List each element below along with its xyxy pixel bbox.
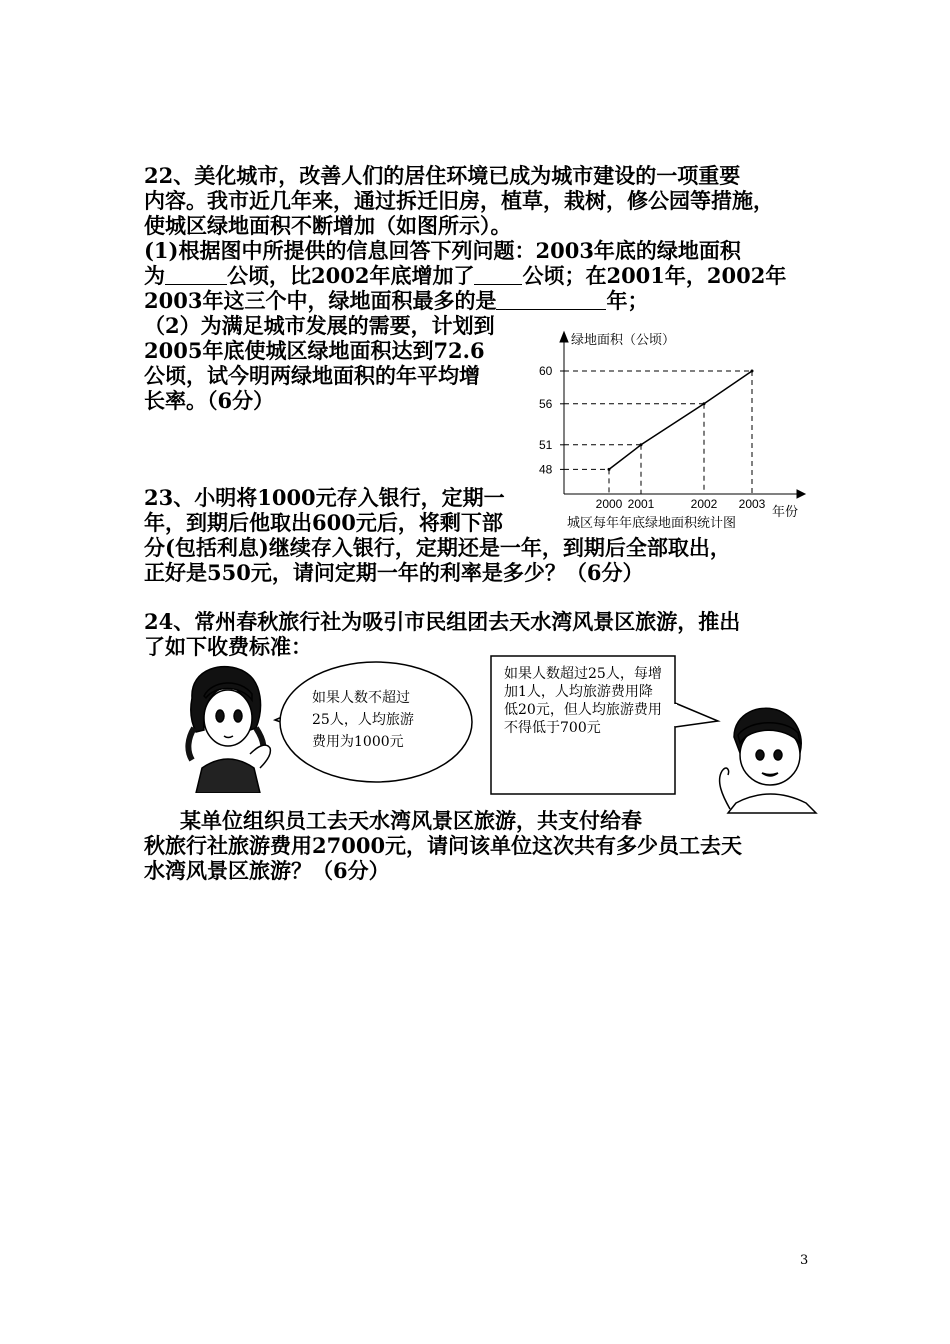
series-line — [609, 371, 752, 469]
page-number: 3 — [800, 1253, 809, 1268]
girl-illustration — [188, 667, 270, 793]
q22-text-5a: 为 — [144, 263, 165, 288]
y-tick-label: 48 — [539, 462, 553, 477]
q24-line-5: 水湾风景区旅游？（6分） — [144, 858, 390, 883]
answer-blank-3[interactable] — [496, 289, 606, 310]
chart-caption: 城区每年年底绿地面积统计图 — [567, 515, 737, 530]
answer-blank-2[interactable] — [474, 264, 522, 285]
girl-speech-illustration — [180, 658, 480, 793]
boy-bubble-text: 如果人数超过25人，每增加1人，人均旅游费用降低20元，但人均旅游费用不得低于700元 — [504, 666, 662, 736]
q23-line-1: 23、小明将1000元存入银行，定期一 — [144, 485, 505, 510]
q22-line-4: (1)根据图中所提供的信息回答下列问题：2003年底的绿地面积 — [144, 238, 741, 263]
oval-speech-bubble — [275, 662, 472, 782]
q24-line-3: 某单位组织员工去天水湾风景区旅游，共支付给春 — [180, 808, 642, 833]
girl-bubble-line-2: 25人，人均旅游 — [312, 712, 414, 728]
q23-line-3: 分(包括利息)继续存入银行，定期还是一年，到期后全部取出， — [144, 535, 731, 560]
girl-bubble-line-3: 费用为1000元 — [312, 734, 404, 750]
answer-blank-1[interactable] — [165, 264, 227, 285]
q22-line-3: 使城区绿地面积不断增加（如图所示）。 — [144, 213, 512, 238]
q22-line-5 — [144, 263, 786, 288]
q23-line-2: 年，到期后他取出600元后，将剩下部 — [144, 510, 503, 535]
q22-text-5b: 公顷，比2002年底增加了 — [227, 263, 475, 288]
q22-line-7: （2）为满足城市发展的需要，计划到 — [144, 313, 495, 338]
girl-bubble-line-1: 如果人数不超过 — [312, 690, 410, 706]
x-axis-arrow — [797, 490, 805, 498]
boy-illustration — [720, 708, 816, 813]
data-point-2000 — [608, 468, 611, 471]
green-area-chart — [535, 322, 810, 532]
x-tick-label: 2001 — [627, 497, 655, 511]
x-tick-label: 2003 — [738, 497, 766, 511]
y-axis-arrow — [560, 332, 568, 342]
x-tick-label: 2002 — [690, 497, 718, 511]
q24-line-2: 了如下收费标准： — [144, 634, 312, 659]
q22-text-6a: 2003年这三个中，绿地面积最多的是 — [144, 288, 497, 313]
data-point-2002 — [703, 402, 706, 405]
y-tick-label: 51 — [539, 437, 553, 452]
q22-text-5c: 公顷；在2001年，2002年 — [522, 263, 787, 288]
q22-text-6b: 年； — [606, 288, 649, 313]
q22-line-8: 2005年底使城区绿地面积达到72.6 — [144, 338, 485, 363]
x-axis-label: 年份 — [772, 504, 799, 519]
q22-line-9: 公顷，试今明两绿地面积的年平均增 — [144, 363, 480, 388]
q22-line-1: 22、美化城市，改善人们的居住环境已成为城市建设的一项重要 — [144, 163, 741, 188]
q22-line-10: 长率。（6分） — [144, 388, 275, 413]
q23-line-4: 正好是550元，请问定期一年的利率是多少？（6分） — [144, 560, 644, 585]
data-point-2003 — [751, 370, 754, 373]
q22-line-2: 内容。我市近几年来，通过拆迁旧房，植草，栽树，修公园等措施， — [144, 188, 774, 213]
q24-line-1: 24、常州春秋旅行社为吸引市民组团去天水湾风景区旅游，推出 — [144, 609, 741, 634]
data-point-2001 — [640, 443, 643, 446]
x-tick-label: 2000 — [595, 497, 623, 511]
y-tick-label: 56 — [539, 396, 553, 411]
q22-line-6 — [144, 288, 648, 313]
y-tick-label: 60 — [539, 364, 553, 378]
q24-line-4: 秋旅行社旅游费用27000元，请问该单位这次共有多少员工去天 — [144, 833, 743, 858]
y-axis-label: 绿地面积（公顷） — [571, 332, 676, 347]
